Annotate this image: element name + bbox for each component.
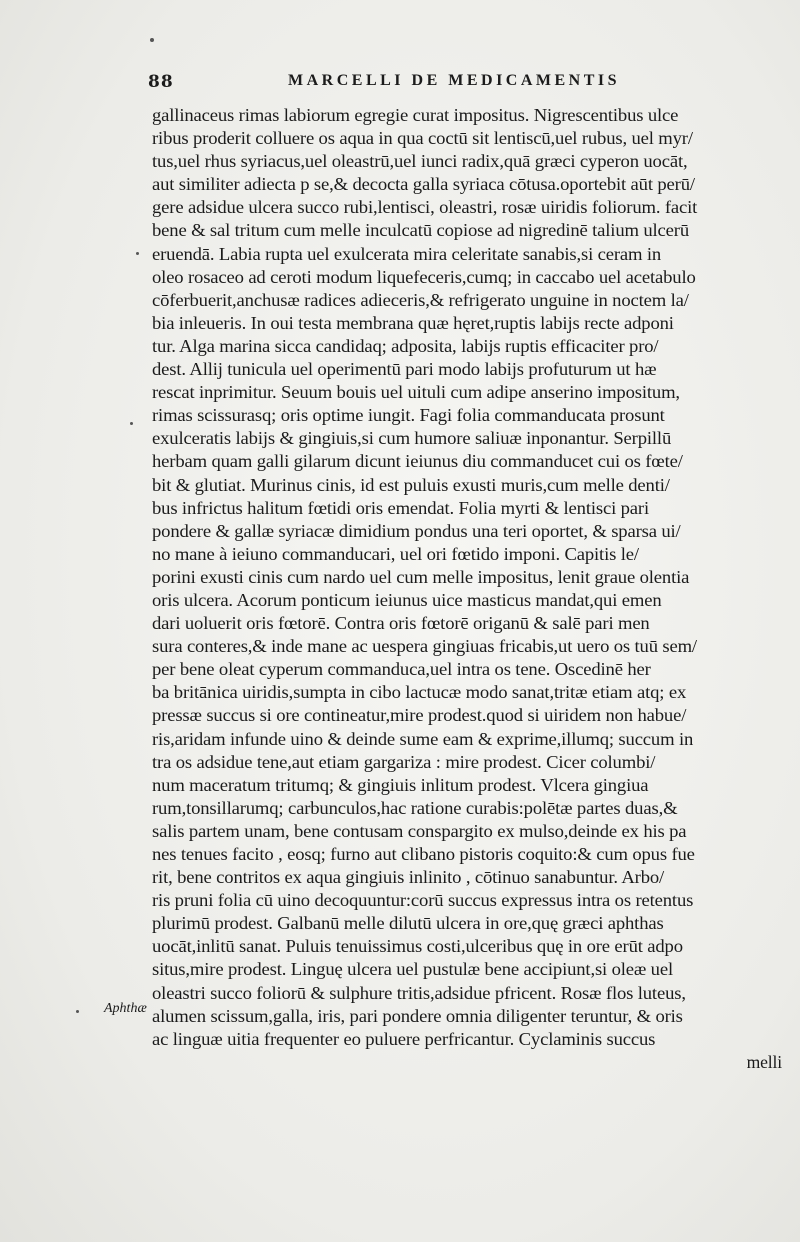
text-line: exulceratis labijs & gingiuis,si cum humore saliuæ inponantur. Serpillū	[152, 428, 672, 449]
text-line: uocāt,inlitū sanat. Puluis tenuissimus costi,ulceribus quę in ore erūt adpo	[152, 936, 683, 957]
text-line: salis partem unam, bene contusam conspargito ex mulso,deinde ex his pa	[152, 820, 687, 841]
text-line: eruendā. Labia rupta uel exulcerata mira celeritate sanabis,si ceram in	[152, 243, 662, 264]
folio-number: 88	[148, 72, 174, 92]
text-line: ris pruni folia cū uino decoquuntur:corū succus expressus intra os retentus	[152, 890, 694, 911]
text-line: pondere & gallæ syriacæ dimidium pondus una teri oportet, & sparsa ui/	[152, 520, 681, 541]
text-line: cōferbuerit,anchusæ radices adieceris,& refrigerato unguine in noctem la/	[152, 289, 689, 310]
text-line: tus,uel rhus syriacus,uel oleastrū,uel iunci radix,quā græci cyperon uocāt,	[152, 151, 688, 172]
text-line: oleo rosaceo ad ceroti modum liquefeceris,cumq; in caccabo uel acetabulo	[152, 266, 696, 287]
text-line: gallinaceus rimas labiorum egregie curat impositus. Nigrescentibus ulce	[152, 105, 679, 125]
text-line: bit & glutiat. Murinus cinis, id est puluis exusti muris,cum melle denti/	[152, 474, 670, 495]
text-line: tra os adsidue tene,aut etiam gargariza : mire prodest. Cicer columbi/	[152, 751, 656, 772]
text-line: ris,aridam infunde uino & deinde sume eam & exprime,illumq; succum in	[152, 728, 694, 749]
text-line: no mane à ieiuno commanducari, uel ori fœtido imponi. Capitis le/	[152, 543, 639, 564]
text-line: rescat inprimitur. Seuum bouis uel uituli cum adipe anserino impositum,	[152, 382, 680, 403]
text-line: gere adsidue ulcera succo rubi,lentisci, oleastri, rosæ uiridis foliorum. facit	[152, 197, 698, 218]
ink-speck	[136, 252, 139, 255]
text-line: herbam quam galli gilarum dicunt ieiunus diu commanducet cui os fœte/	[152, 451, 683, 472]
ink-speck	[150, 38, 154, 42]
text-line: ac linguæ uitia frequenter eo puluere perfricantur. Cyclaminis succus	[152, 1028, 656, 1049]
catchword: melli	[746, 1051, 782, 1072]
text-line: per bene oleat cyperum commanduca,uel intra os tene. Oscedinē her	[152, 659, 651, 680]
text-line: rimas scissurasq; oris optime iungit. Fagi folia commanducata prosunt	[152, 405, 665, 426]
text-line: bene & sal tritum cum melle inculcatū copiose ad nigredinē talium ulcerū	[152, 220, 689, 241]
text-line: pressæ succus si ore contineatur,mire prodest.quod si uiridem non habue/	[152, 705, 687, 726]
text-line: rum,tonsillarumq; carbunculos,hac ratione curabis:polētæ partes duas,&	[152, 797, 678, 818]
text-line: dari uoluerit oris fœtorē. Contra oris fœtorē origanū & salē pari men	[152, 613, 650, 634]
text-line: dest. Allij tunicula uel operimentū pari modo labijs profuturum ut hæ	[152, 359, 657, 380]
ink-speck	[130, 422, 133, 425]
running-title: MARCELLI DE MEDICAMENTIS	[288, 72, 621, 89]
text-line: num maceratum tritumq; & gingiuis inlitum prodest. Vlcera gingiua	[152, 774, 649, 795]
text-line: situs,mire prodest. Linguę ulcera uel pustulæ bene accipiunt,si oleæ uel	[152, 959, 673, 980]
text-line: ribus proderit colluere os aqua in qua coctū sit lentiscū,uel rubus, uel myr/	[152, 128, 693, 149]
text-line: tur. Alga marina sicca candidaq; adposita, labijs ruptis efficaciter pro/	[152, 335, 659, 356]
text-line: alumen scissum,galla, iris, pari pondere omnia diligenter teruntur, & oris	[152, 1005, 683, 1026]
text-line: aut similiter adiecta p se,& decocta galla syriaca cōtusa.oportebit aūt perū/	[152, 174, 695, 195]
text-line: rit, bene contritos ex aqua gingiuis inlinito , cōtinuo sanabuntur. Arbo/	[152, 867, 665, 888]
text-line: bus infrictus halitum fœtidi oris emendat. Folia myrti & lentisci pari	[152, 497, 649, 518]
text-line: sura conteres,& inde mane ac uespera gingiuas fricabis,ut uero os tuū sem/	[152, 636, 697, 657]
text-line: bia inleueris. In oui testa membrana quæ hęret,ruptis labijs recte adponi	[152, 312, 674, 333]
page-header	[148, 72, 776, 102]
text-line: plurimū prodest. Galbanū melle dilutū ulcera in ore,quę græci aphthas	[152, 913, 664, 934]
margin-note: Aphthæ	[104, 1001, 147, 1016]
text-line: oris ulcera. Acorum ponticum ieiunus uice masticus mandat,qui emen	[152, 589, 662, 610]
text-line: ba britānica uiridis,sumpta in cibo lactucæ modo sanat,tritæ etiam atq; ex	[152, 682, 687, 703]
text-line: nes tenues facito , eosq; furno aut clibano pistoris coquito:& cum opus fue	[152, 844, 695, 864]
body-text	[152, 104, 782, 1074]
text-line: porini exusti cinis cum nardo uel cum melle impositus, lenit graue olentia	[152, 566, 690, 587]
text-line: oleastri succo foliorū & sulphure tritis,adsidue pfricent. Rosæ flos luteus,	[152, 982, 686, 1003]
ink-speck	[76, 1010, 79, 1013]
